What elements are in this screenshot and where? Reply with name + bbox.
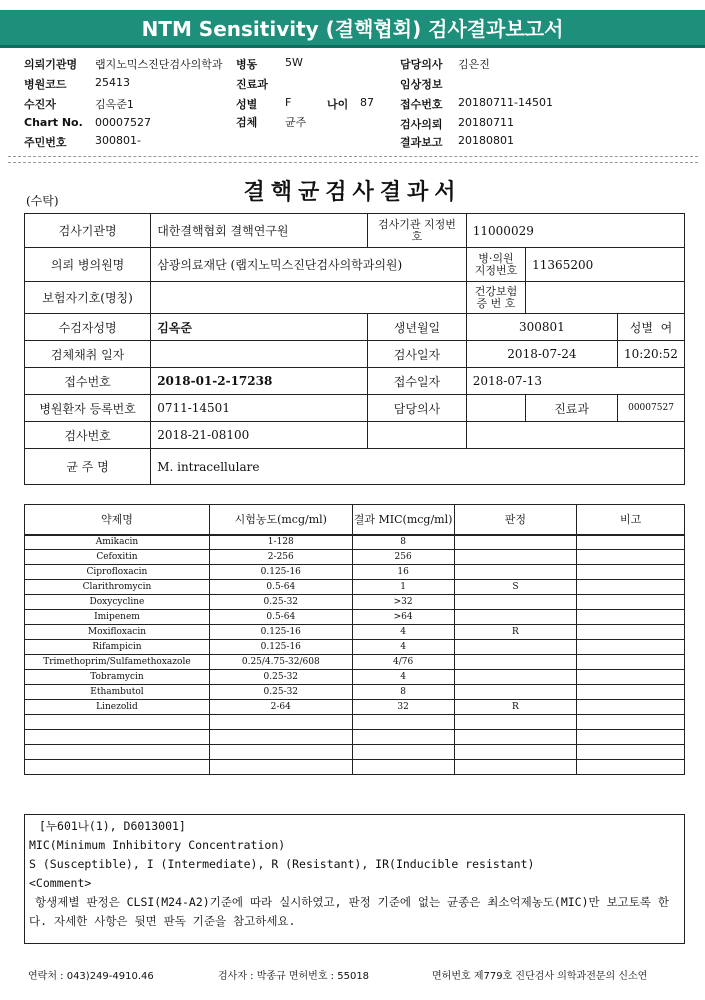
table-cell <box>454 655 577 670</box>
table-row <box>25 550 685 565</box>
table-row <box>25 625 685 640</box>
table-cell: Moxifloxacin <box>25 625 210 640</box>
birth-label: 생년월일 <box>368 314 467 341</box>
table-cell: Ciprofloxacin <box>25 565 210 580</box>
dept-label: 진료과 <box>236 78 268 91</box>
table-cell <box>209 730 352 745</box>
consign-label: (수탁) <box>26 194 59 208</box>
doctor-value: 김은진 <box>458 58 490 71</box>
table-cell: 0.125-16 <box>209 565 352 580</box>
table-cell: 16 <box>352 565 454 580</box>
ward-value: 5W <box>285 56 303 69</box>
reg-no-value: 0711-14501 <box>151 395 368 422</box>
table-cell <box>577 640 685 655</box>
table-cell <box>25 760 210 775</box>
table-cell <box>577 655 685 670</box>
patient-value: 김옥준1 <box>95 98 134 111</box>
table-cell <box>577 685 685 700</box>
physician-value <box>466 395 525 422</box>
table-cell <box>25 730 210 745</box>
table-cell <box>454 685 577 700</box>
table-cell: 0.5-64 <box>209 580 352 595</box>
dept-label-2: 진료과 <box>554 401 589 416</box>
table-cell: 2-64 <box>209 700 352 715</box>
mic-line: MIC(Minimum Inhibitory Concentration) <box>29 838 286 852</box>
age-value: 87 <box>360 96 374 109</box>
table-cell: >64 <box>352 610 454 625</box>
insured-value <box>151 282 467 314</box>
table-cell <box>577 625 685 640</box>
table-cell: Trimethoprim/Sulfamethoxazole <box>25 655 210 670</box>
comment-label: <Comment> <box>29 876 92 890</box>
table-row <box>25 670 685 685</box>
table-cell <box>454 715 577 730</box>
drug-table-header: 비고 <box>577 505 685 535</box>
table-cell <box>577 595 685 610</box>
drug-table-header: 판정 <box>454 505 577 535</box>
req-hospital-value: 삼광의료재단 (랩지노믹스진단검사의학과의원) <box>151 248 467 282</box>
table-cell: 0.25-32 <box>209 595 352 610</box>
patient-info-table <box>24 213 685 485</box>
table-cell: 1-128 <box>209 535 352 550</box>
receipt-date-label: 접수일자 <box>368 368 467 395</box>
req-hospital-label: 의뢰 병의원명 <box>25 248 151 282</box>
hospital-code-label: 병원코드 <box>24 78 67 91</box>
table-cell: 2-256 <box>209 550 352 565</box>
table-cell <box>577 700 685 715</box>
table-row <box>25 715 685 730</box>
table-row <box>25 565 685 580</box>
requesting-org-value: 랩지노믹스진단검사의학과 <box>95 58 223 71</box>
sex-label: 성별 <box>236 98 258 111</box>
table-cell <box>454 760 577 775</box>
rrn-value: 300801- <box>95 134 141 147</box>
table-cell <box>577 760 685 775</box>
table-row <box>25 745 685 760</box>
table-cell <box>454 550 577 565</box>
table-cell <box>209 760 352 775</box>
footer-license: 면허번호 제779호 진단검사 의학과전문의 신소연 <box>432 971 648 982</box>
receipt-no-value: 20180711-14501 <box>458 96 553 109</box>
table-cell <box>352 745 454 760</box>
table-cell: 0.25-32 <box>209 670 352 685</box>
hospital-code-value: 25413 <box>95 76 130 89</box>
table-cell: Tobramycin <box>25 670 210 685</box>
specimen-value: 균주 <box>285 116 307 129</box>
sex-value: F <box>285 96 292 109</box>
lab-name-value: 대한결핵협회 결핵연구원 <box>151 214 368 248</box>
table-row <box>25 730 685 745</box>
collect-value <box>151 341 368 368</box>
patient-name-value: 김옥준 <box>151 314 368 341</box>
table-row <box>25 535 685 550</box>
reg-no-label: 병원환자 등록번호 <box>25 395 151 422</box>
request-value: 20180711 <box>458 116 514 129</box>
table-cell <box>209 745 352 760</box>
table-cell: 256 <box>352 550 454 565</box>
table-cell: R <box>454 700 577 715</box>
table-cell: 0.25-32 <box>209 685 352 700</box>
collect-label: 검체채취 일자 <box>25 341 151 368</box>
table-cell <box>577 565 685 580</box>
chart-label: Chart No. <box>24 116 83 129</box>
table-cell: 0.125-16 <box>209 625 352 640</box>
table-cell <box>454 745 577 760</box>
lab-no-value: 11000029 <box>466 214 684 248</box>
hospital-no-label: 병·의원 지정번호 <box>466 248 525 282</box>
receipt-date-value: 2018-07-13 <box>466 368 684 395</box>
insured-label: 보험자기호(명칭) <box>25 282 151 314</box>
test-no-value: 2018-21-08100 <box>151 422 368 449</box>
table-cell: 1 <box>352 580 454 595</box>
table-row <box>25 655 685 670</box>
lab-no-label: 검사기관 지정번호 <box>368 214 467 248</box>
table-cell <box>577 730 685 745</box>
insurance-no-label: 건강보험 증 번 호 <box>466 282 525 314</box>
code-line: [누601나(1), D6013001] <box>39 819 186 833</box>
table-cell: 32 <box>352 700 454 715</box>
patient-label: 수진자 <box>24 98 56 111</box>
table-row <box>25 700 685 715</box>
table-cell: 0.5-64 <box>209 610 352 625</box>
requesting-org-label: 의뢰기관명 <box>24 58 78 71</box>
table-cell <box>25 745 210 760</box>
ward-label: 병동 <box>236 58 258 71</box>
drug-sensitivity-table <box>24 504 685 775</box>
table-row <box>25 610 685 625</box>
comment-box <box>24 814 685 944</box>
table-cell: 4 <box>352 625 454 640</box>
clinical-info-label: 임상정보 <box>400 78 443 91</box>
table-row <box>25 760 685 775</box>
table-cell <box>577 535 685 550</box>
table-row <box>25 640 685 655</box>
table-cell: Clarithromycin <box>25 580 210 595</box>
table-cell: 0.125-16 <box>209 640 352 655</box>
table-cell <box>352 730 454 745</box>
drug-table-header: 결과 MIC(mcg/ml) <box>352 505 454 535</box>
patient-name-label: 수검자성명 <box>25 314 151 341</box>
table-cell: 4/76 <box>352 655 454 670</box>
gender-cell <box>618 314 685 341</box>
footer-tester: 검사자 : 박종규 면허번호 : 55018 <box>218 971 370 982</box>
header-separator <box>8 156 698 157</box>
table-cell <box>454 565 577 580</box>
insurance-no-value <box>526 282 685 314</box>
table-cell <box>454 640 577 655</box>
drug-table-header: 약제명 <box>25 505 210 535</box>
test-time-value: 10:20:52 <box>618 341 685 368</box>
receipt-value: 2018-01-2-17238 <box>151 368 368 395</box>
birth-value: 300801 <box>466 314 617 341</box>
table-cell <box>454 535 577 550</box>
table-cell <box>454 730 577 745</box>
table-cell: 4 <box>352 640 454 655</box>
specimen-label: 검체 <box>236 116 258 129</box>
gender-value: 여 <box>660 320 673 335</box>
chart-value: 00007527 <box>95 116 151 129</box>
comment-body: 항생제별 판정은 CLSI(M24-A2)기준에 따라 실시하였고, 판정 기준에 없는 균종은 최소억제농도(MIC)만 보고토록 한다. 자세한 사항은 뒷면 판독 기준을 참고하세요. <box>29 895 670 928</box>
header-separator-2 <box>8 162 698 163</box>
footer-contact: 연락처 : 043)249-4910.46 <box>28 971 154 982</box>
age-label: 나이 <box>327 98 349 111</box>
gender-label: 성별 <box>629 320 653 335</box>
table-cell <box>352 715 454 730</box>
table-cell: R <box>454 625 577 640</box>
report-label: 결과보고 <box>400 136 443 149</box>
receipt-no-label: 접수번호 <box>400 98 443 111</box>
table-cell: Doxycycline <box>25 595 210 610</box>
organism-label: 균 주 명 <box>25 449 151 485</box>
table-cell <box>577 745 685 760</box>
table-cell <box>577 670 685 685</box>
table-cell: 8 <box>352 685 454 700</box>
table-cell <box>209 715 352 730</box>
table-row <box>25 580 685 595</box>
test-no-label: 검사번호 <box>25 422 151 449</box>
table-cell <box>454 670 577 685</box>
table-cell: S <box>454 580 577 595</box>
rrn-label: 주민번호 <box>24 136 67 149</box>
table-cell <box>454 610 577 625</box>
report-value: 20180801 <box>458 134 514 147</box>
document-title: 결핵균검사결과서 <box>243 179 462 205</box>
table-cell: Imipenem <box>25 610 210 625</box>
hospital-no-value: 11365200 <box>526 248 685 282</box>
table-cell <box>577 715 685 730</box>
organism-value: M. intracellulare <box>151 449 685 485</box>
table-row <box>25 685 685 700</box>
table-cell <box>454 595 577 610</box>
drug-table-header: 시험농도(mcg/ml) <box>209 505 352 535</box>
doctor-label: 담당의사 <box>400 58 443 71</box>
physician-label: 담당의사 <box>368 395 467 422</box>
table-cell: Cefoxitin <box>25 550 210 565</box>
table-cell: 0.25/4.75-32/608 <box>209 655 352 670</box>
legend-line: S (Susceptible), I (Intermediate), R (Resistant), IR(Inducible resistant) <box>29 857 535 871</box>
lab-name-label: 검사기관명 <box>25 214 151 248</box>
test-date-value: 2018-07-24 <box>466 341 617 368</box>
table-cell: 4 <box>352 670 454 685</box>
table-cell: Rifampicin <box>25 640 210 655</box>
request-label: 검사의뢰 <box>400 118 443 131</box>
table-cell <box>577 550 685 565</box>
empty-cell <box>368 422 467 449</box>
empty-cell <box>466 422 684 449</box>
table-cell: Amikacin <box>25 535 210 550</box>
table-cell: 8 <box>352 535 454 550</box>
table-cell: >32 <box>352 595 454 610</box>
dept-value: 00007527 <box>618 395 685 422</box>
table-cell <box>577 610 685 625</box>
table-cell: Ethambutol <box>25 685 210 700</box>
report-title: NTM Sensitivity (결핵협회) 검사결과보고서 <box>0 10 705 48</box>
table-cell <box>25 715 210 730</box>
receipt-label: 접수번호 <box>25 368 151 395</box>
table-cell: Linezolid <box>25 700 210 715</box>
test-date-label: 검사일자 <box>368 341 467 368</box>
dept-cell <box>526 395 618 422</box>
table-cell <box>352 760 454 775</box>
table-cell <box>577 580 685 595</box>
table-row <box>25 595 685 610</box>
